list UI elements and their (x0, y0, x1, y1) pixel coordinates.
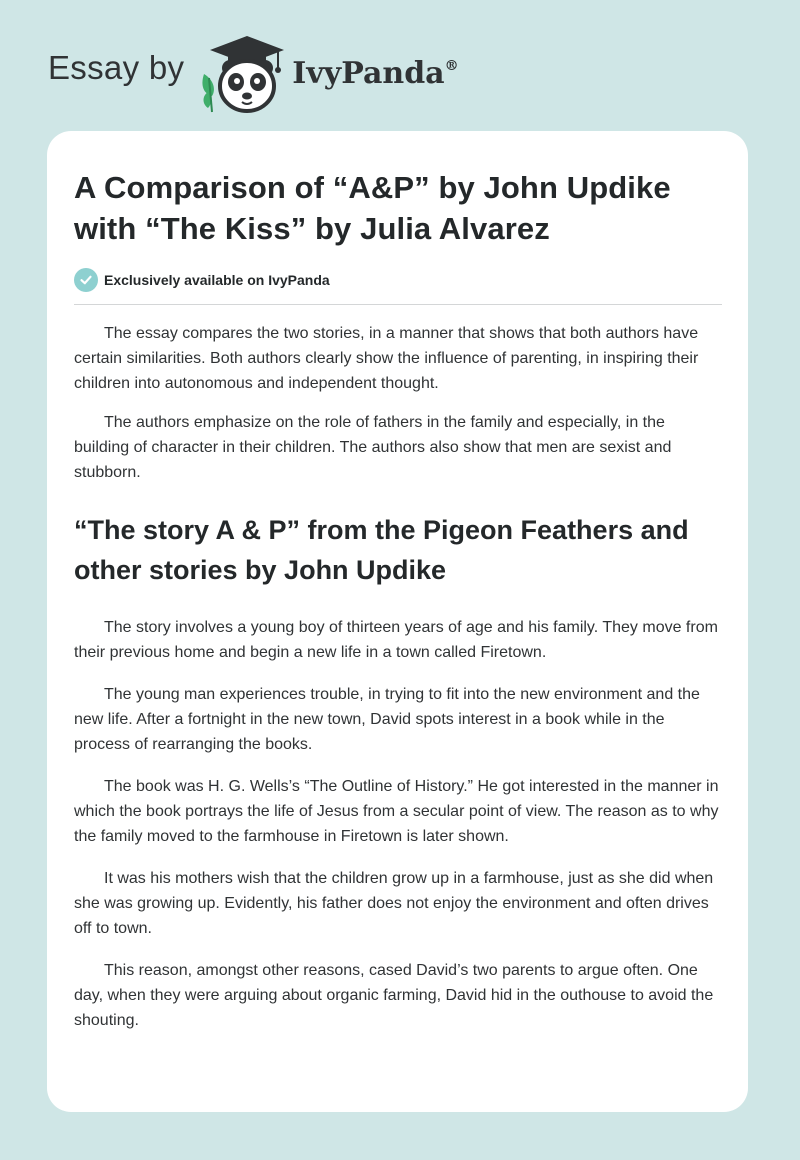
check-circle-icon (74, 268, 98, 292)
divider (74, 304, 722, 305)
section-paragraph: The young man experiences trouble, in trying to fit into the new environment and the new life. After a fortnight in the new town, David spots interest in a book while in the process of rearranging the books. (74, 686, 700, 753)
intro-paragraph: The authors emphasize on the role of fathers in the family and especially, in the building of character in their children. The authors also show that men are sexist and stubborn. (74, 414, 672, 481)
section-paragraph: This reason, amongst other reasons, cased David’s two parents to argue often. One day, when they were arguing about organic farming, David hid in the outhouse to avoid the shouting. (74, 962, 714, 1029)
registered-mark: ® (444, 57, 459, 74)
exclusive-badge-label: Exclusively available on IvyPanda (104, 272, 330, 288)
section-paragraph: The story involves a young boy of thirteen years of age and his family. They move from their previous home and begin a new life in a town called Firetown. (74, 619, 718, 661)
exclusive-badge (74, 267, 722, 293)
brand-prefix: Essay by (48, 49, 185, 86)
brand-name: IvyPanda® (292, 55, 459, 91)
brand-logo[interactable] (48, 34, 459, 114)
section-paragraph: The book was H. G. Wells’s “The Outline of History.” He got interested in the manner in which the book portrays the life of Jesus from a secular point of view. The reason as to why the family moved to the farmhouse in Firetown is later shown. (74, 778, 719, 845)
section-paragraph: It was his mothers wish that the children grow up in a farmhouse, just as she did when she was growing up. Evidently, his father does not enjoy the environment and often drives off to town. (74, 870, 714, 937)
panda-graduate-icon (198, 34, 284, 114)
section-heading: “The story A & P” from the Pigeon Feathers and other stories by John Updike (74, 515, 689, 585)
page-title: A Comparison of “A&P” by John Updike with “The Kiss” by Julia Alvarez (74, 170, 671, 246)
essay-card (47, 131, 748, 1112)
intro-paragraph: The essay compares the two stories, in a manner that shows that both authors have certain similarities. Both authors clearly show the influence of parenting, in inspiring their children into autonomous and independent thought. (74, 325, 699, 392)
